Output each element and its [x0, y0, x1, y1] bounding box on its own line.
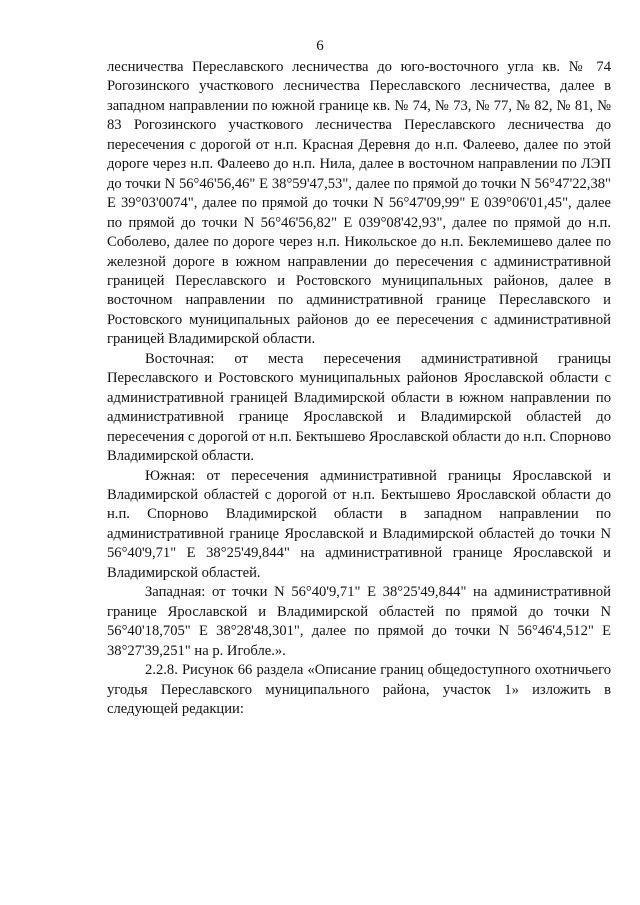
page-number: 6 — [316, 38, 324, 54]
document-body — [107, 58, 611, 719]
paragraph-western-boundary: Западная: от точки N 56°40'9,71" E 38°25'49,844" на административной границе Ярославской и Владимирской областей по прямой до точки N 56°40'18,705" E 38°28'48,301", далее по прямой до точки N 56°46'4,512" E 38°27'39,251" на р. Игобле.». — [107, 584, 611, 659]
paragraph-northern-boundary-continuation: лесничества Переславского лесничества до юго-восточного угла кв. № 74 Рогозинского участкового лесничества Переславского лесничества, далее в западном направлении по южной границе кв. № 74, № 73, № 77, № 82, № 81, № 83 Рогозинского участкового лесничества Переславского лесничества до пересечения с дорогой от н.п. Красная Деревня до н.п. Фалеево, далее по этой дороге через н.п. Фалеево до н.п. Нила, далее в восточном направлении по ЛЭП до точки N 56°46'56,46" E 38°59'47,53", далее по прямой до точки N 56°47'22,38" E 39°03'0074", далее по прямой до точки N 56°47'09,99" E 039°06'01,45", далее по прямой до точки N 56°46'56,82" E 039°08'42,93", далее по прямой до н.п. Соболево, далее по дороге через н.п. Никольское до н.п. Беклемишево далее по железной дороге в южном направлении до пересечения с административной границей Переславского и Ростовского муниципальных районов, далее в восточном направлении по административной границе Переславского и Ростовского муниципальных районов до ее пересечения с административной границей Владимирской области. — [107, 59, 611, 348]
paragraph-eastern-boundary: Восточная: от места пересечения административной границы Переславского и Ростовского муниципальных районов Ярославской области с административной границей Владимирской области в южном направлении по административной границе Ярославской и Владимирской областей до пересечения с дорогой от н.п. Бектышево Ярославской области до н.п. Спорново Владимирской области. — [107, 350, 611, 465]
paragraph-southern-boundary: Южная: от пересечения административной границы Ярославской и Владимирской областей с дорогой от н.п. Бектышево Ярославской области до н.п. Спорново Владимирской области в западном направлении по административной границе Ярославской и Владимирской областей до точки N 56°40'9,71" E 38°25'49,844" на административной границе Ярославской и Владимирской областей. — [107, 467, 611, 581]
paragraph-amendment-2-2-8: 2.2.8. Рисунок 66 раздела «Описание границ общедоступного охотничьего угодья Переславского муниципального района, участок 1» изложить в следующей редакции: — [107, 662, 611, 717]
